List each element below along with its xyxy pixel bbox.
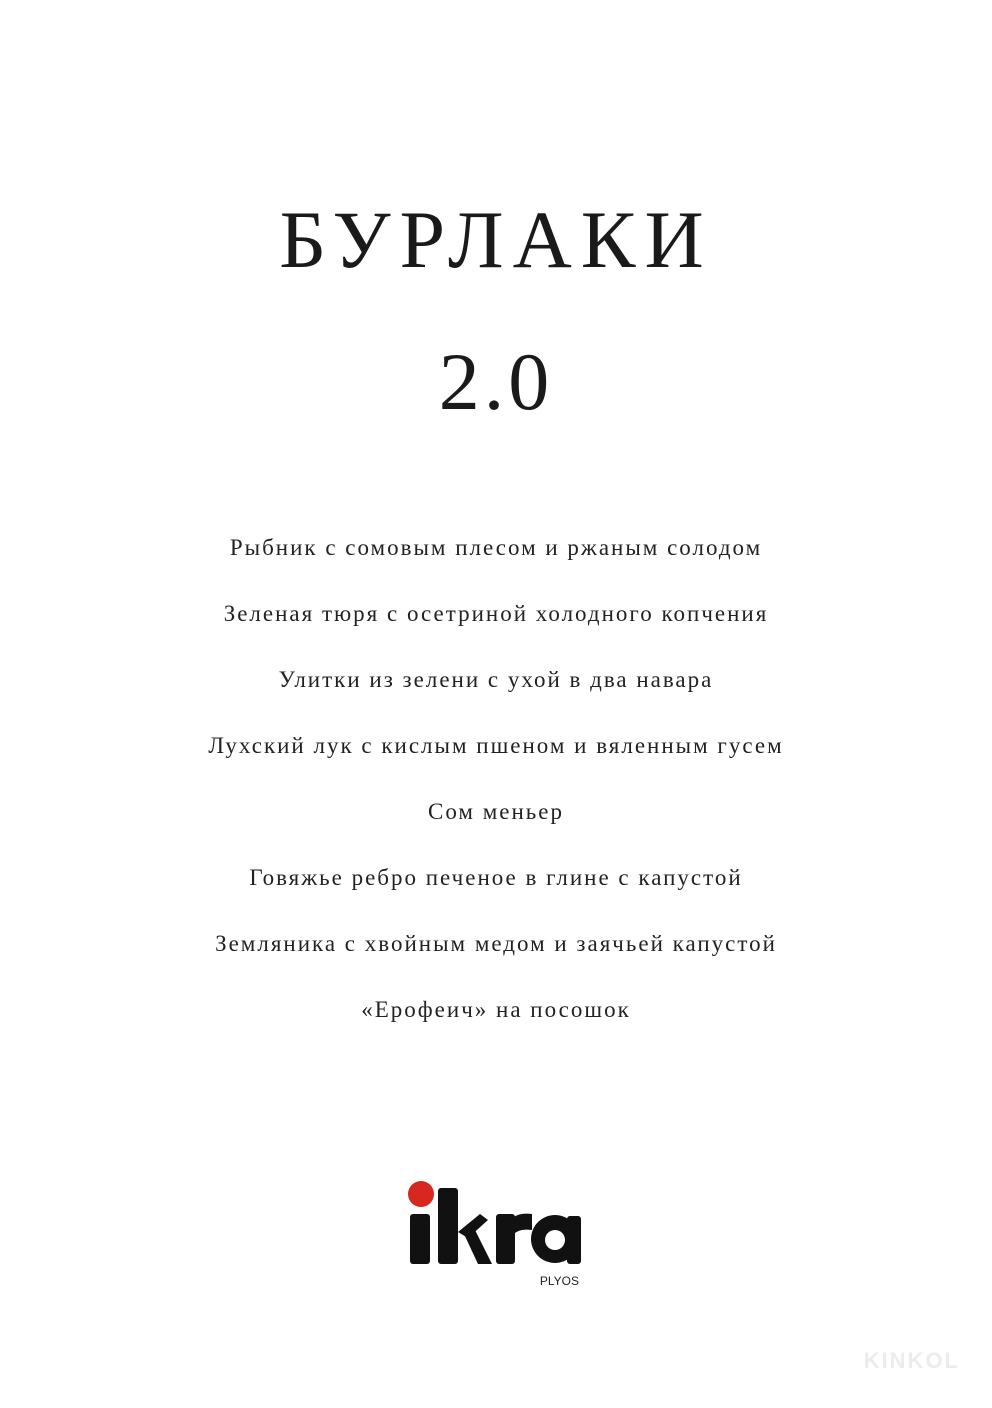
logo-letter-i bbox=[410, 1214, 430, 1264]
menu-item: Говяжье ребро печеное в глине с капустой bbox=[249, 865, 743, 890]
page-title: БУРЛАКИ bbox=[279, 194, 713, 285]
title-version: 2.0 bbox=[438, 336, 554, 427]
ikra-logo bbox=[408, 1180, 588, 1292]
menu-item: Лухский лук с кислым пшеном и вяленным гусем bbox=[208, 733, 784, 758]
logo-letter-a bbox=[531, 1215, 581, 1264]
menu-item: «Ерофеич» на посошок bbox=[361, 997, 631, 1022]
logo-subtitle: PLYOS bbox=[539, 1274, 579, 1288]
logo-letter-r bbox=[496, 1214, 532, 1264]
menu-item: Сом меньер bbox=[428, 799, 564, 824]
menu-item: Зеленая тюря с осетриной холодного копчения bbox=[223, 601, 769, 626]
watermark: KINKOL bbox=[863, 1348, 960, 1373]
menu-list bbox=[0, 526, 992, 1054]
ikra-logo-mark bbox=[408, 1180, 588, 1292]
menu-item: Земляника с хвойным медом и заячьей капустой bbox=[215, 931, 777, 956]
menu-item: Рыбник с сомовым плесом и ржаным солодом bbox=[229, 535, 763, 560]
menu-item: Улитки из зелени с ухой в два навара bbox=[278, 667, 714, 692]
logo-letter-k bbox=[438, 1188, 492, 1264]
logo-dot bbox=[408, 1181, 434, 1207]
